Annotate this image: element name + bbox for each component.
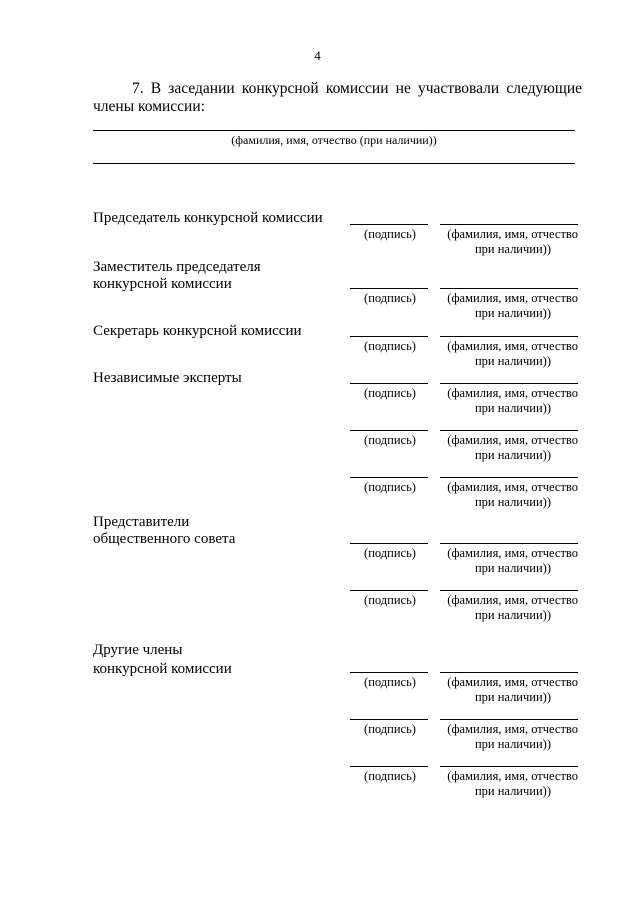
name-caption: [433, 593, 578, 623]
name-caption-line-1: (фамилия, имя, отчество: [447, 546, 578, 560]
signature-caption: (подпись): [364, 227, 416, 241]
signature-caption: (подпись): [364, 480, 416, 494]
name-caption-line-2: при наличии)): [474, 401, 551, 415]
signature-line: [350, 590, 428, 591]
name-line: [440, 672, 578, 673]
signature-caption: (подпись): [364, 675, 416, 689]
role-deputy-line-2: конкурсной комиссии: [93, 276, 232, 292]
name-caption-line-1: (фамилия, имя, отчество: [447, 593, 578, 607]
name-caption-line-1: (фамилия, имя, отчество: [447, 433, 578, 447]
name-line: [440, 543, 578, 544]
role-others-line-2: конкурсной комиссии: [93, 661, 232, 677]
name-caption-line-2: при наличии)): [474, 354, 551, 368]
name-caption: [433, 386, 578, 416]
name-caption-line-2: при наличии)): [474, 690, 551, 704]
name-caption-line-1: (фамилия, имя, отчество: [447, 722, 578, 736]
name-caption-line-1: (фамилия, имя, отчество: [447, 291, 578, 305]
name-caption-line-2: при наличии)): [474, 306, 551, 320]
name-caption-line-1: (фамилия, имя, отчество: [447, 480, 578, 494]
name-caption: [433, 675, 578, 705]
signature-line: [350, 383, 428, 384]
signature-line: [350, 543, 428, 544]
absent-name-line-1: [93, 130, 575, 131]
name-line: [440, 430, 578, 431]
absent-name-hint: (фамилия, имя, отчество (при наличии)): [231, 133, 437, 147]
name-caption-line-2: при наличии)): [474, 561, 551, 575]
absent-name-line-2: [93, 163, 575, 164]
signature-caption: (подпись): [364, 291, 416, 305]
name-caption: [433, 769, 578, 799]
signature-line: [350, 224, 428, 225]
role-deputy-line-1: Заместитель председателя: [93, 259, 261, 275]
name-caption-line-1: (фамилия, имя, отчество: [447, 769, 578, 783]
signature-caption: (подпись): [364, 339, 416, 353]
name-caption: [433, 433, 578, 463]
name-caption-line-1: (фамилия, имя, отчество: [447, 227, 578, 241]
name-caption-line-2: при наличии)): [474, 448, 551, 462]
name-line: [440, 590, 578, 591]
signature-caption: (подпись): [364, 769, 416, 783]
name-caption: [433, 291, 578, 321]
signature-line: [350, 672, 428, 673]
name-caption-line-1: (фамилия, имя, отчество: [447, 675, 578, 689]
name-caption-line-2: при наличии)): [474, 784, 551, 798]
name-line: [440, 477, 578, 478]
role-chairman: Председатель конкурсной комиссии: [93, 210, 323, 226]
signature-line: [350, 336, 428, 337]
role-experts: Независимые эксперты: [93, 370, 242, 386]
name-caption: [433, 480, 578, 510]
name-line: [440, 288, 578, 289]
paragraph-line-2: члены комиссии:: [93, 98, 205, 115]
signature-line: [350, 288, 428, 289]
signature-line: [350, 766, 428, 767]
role-others-line-1: Другие члены: [93, 642, 183, 658]
signature-caption: (подпись): [364, 546, 416, 560]
name-caption: [433, 227, 578, 257]
signature-line: [350, 477, 428, 478]
name-line: [440, 383, 578, 384]
name-caption-line-1: (фамилия, имя, отчество: [447, 339, 578, 353]
name-caption: [433, 339, 578, 369]
name-caption: [433, 722, 578, 752]
name-caption-line-2: при наличии)): [474, 495, 551, 509]
name-line: [440, 719, 578, 720]
paragraph-line-1: 7. В заседании конкурсной комиссии не участвовали следующие: [132, 80, 582, 97]
signature-caption: (подпись): [364, 386, 416, 400]
signature-caption: (подпись): [364, 722, 416, 736]
name-line: [440, 336, 578, 337]
name-caption-line-2: при наличии)): [474, 242, 551, 256]
name-caption-line-1: (фамилия, имя, отчество: [447, 386, 578, 400]
page-number: 4: [314, 48, 321, 63]
signature-line: [350, 719, 428, 720]
name-caption-line-2: при наличии)): [474, 608, 551, 622]
name-line: [440, 224, 578, 225]
signature-caption: (подпись): [364, 593, 416, 607]
role-council-line-1: Представители: [93, 514, 190, 530]
name-line: [440, 766, 578, 767]
name-caption: [433, 546, 578, 576]
name-caption-line-2: при наличии)): [474, 737, 551, 751]
role-council-line-2: общественного совета: [93, 531, 236, 547]
signature-line: [350, 430, 428, 431]
role-secretary: Секретарь конкурсной комиссии: [93, 323, 302, 339]
signature-caption: (подпись): [364, 433, 416, 447]
